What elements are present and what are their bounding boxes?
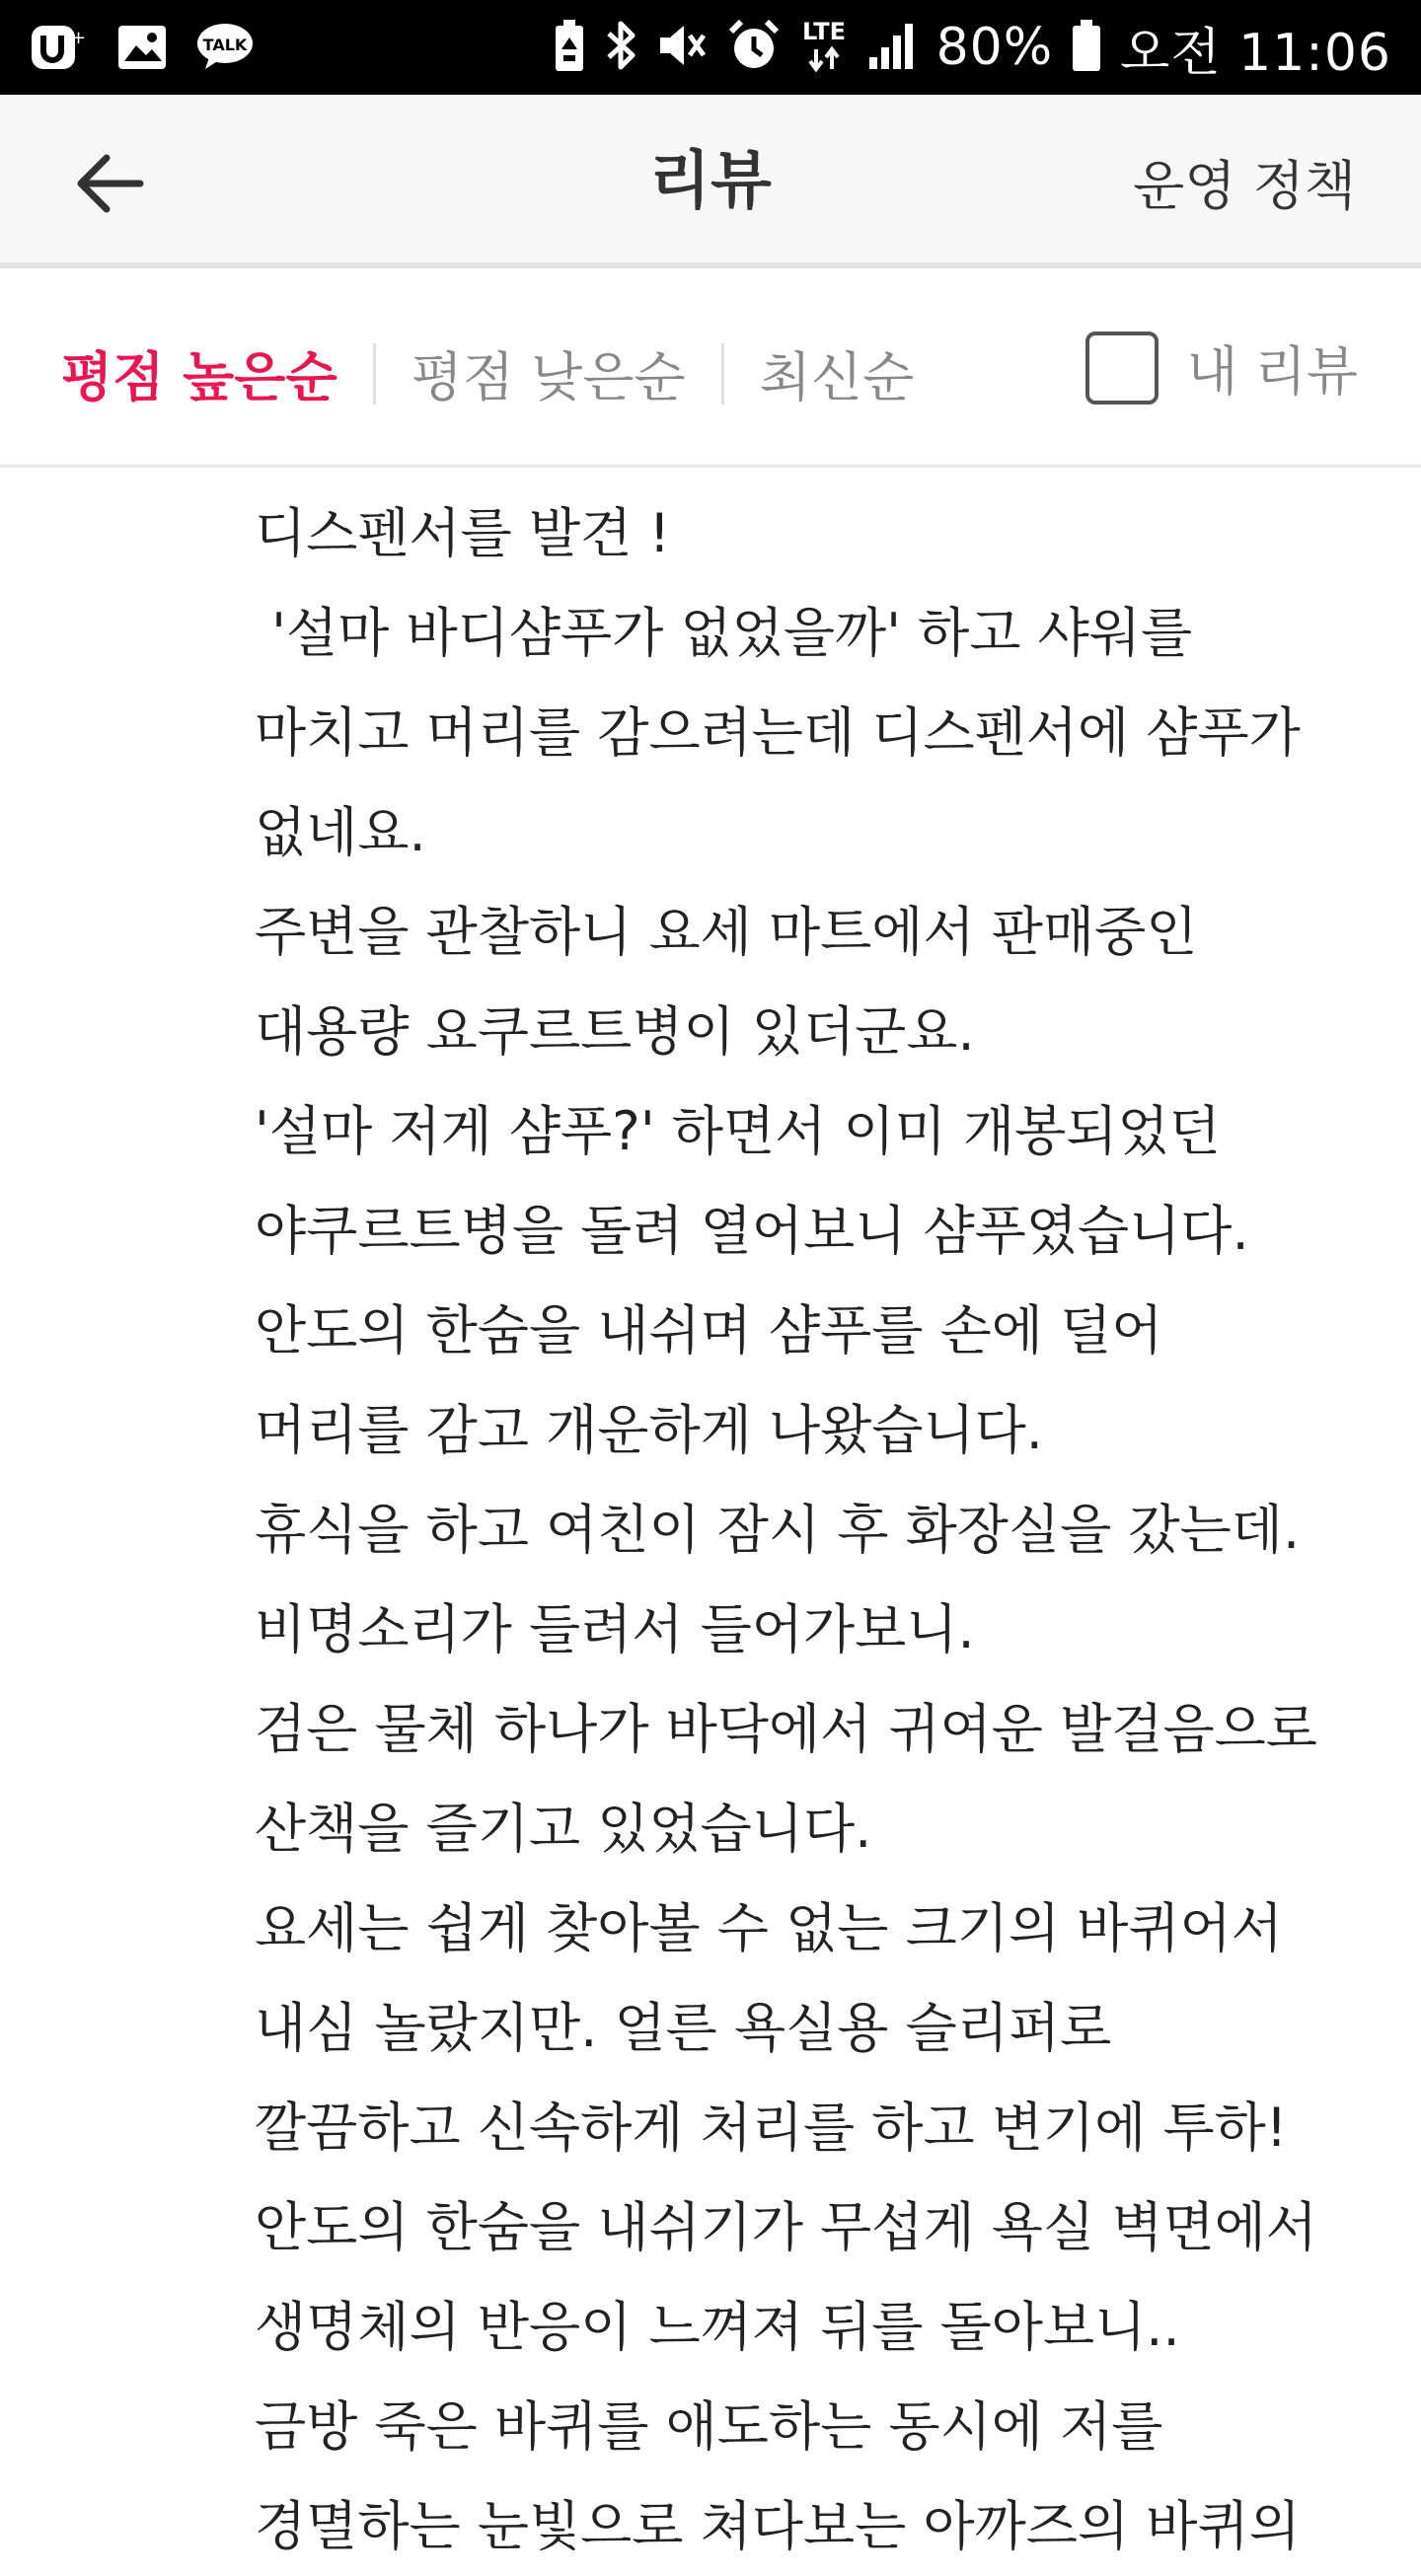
review-line: 산책을 즐기고 있었습니다.: [255, 1798, 872, 1860]
divider: [721, 343, 724, 405]
battery-saver-icon: [552, 18, 587, 77]
review-line: 야쿠르트병을 돌려 열어보니 샴푸였습니다.: [255, 1200, 1249, 1262]
review-line: 경멸하는 눈빛으로 쳐다보는 아까즈의 바퀴의: [255, 2495, 1301, 2557]
review-line: 비명소리가 들려서 들어가보니.: [255, 1598, 975, 1660]
sort-tab-latest[interactable]: 최신순: [759, 346, 915, 408]
review-line: 요세는 쉽게 찾아볼 수 없는 크기의 바퀴어서: [255, 1897, 1283, 1959]
review-line: '설마 바디샴푸가 없었을까' 하고 샤워를: [255, 602, 1193, 664]
app-header: [0, 95, 1421, 268]
review-line: 주변을 관찰하니 요세 마트에서 판매중인: [255, 901, 1198, 963]
review-line: 디스펜서를 발견 !: [255, 502, 671, 564]
my-review-label: 내 리뷰: [1186, 340, 1358, 403]
gallery-icon: [116, 24, 168, 75]
clock: 오전 11:06: [1120, 23, 1391, 83]
review-line: 내심 놀랐지만. 얼른 욕실용 슬리퍼로: [255, 1997, 1112, 2059]
sort-tabs: [61, 335, 914, 411]
operation-policy-link[interactable]: 운영 정책: [1133, 155, 1356, 217]
review-line: 금방 죽은 바퀴를 애도하는 동시에 저를: [255, 2395, 1163, 2458]
review-line: 없네요.: [255, 801, 426, 863]
page-title: 리뷰: [649, 145, 772, 218]
kakaotalk-icon: [195, 22, 255, 77]
my-review-filter[interactable]: [1085, 330, 1358, 405]
bluetooth-icon: [605, 18, 638, 77]
uplus-icon: [30, 22, 89, 77]
review-line: 깔끔하고 신속하게 처리를 하고 변기에 투하!: [255, 2097, 1288, 2159]
review-line: 안도의 한숨을 내쉬며 샴푸를 손에 덜어: [255, 1299, 1163, 1362]
sort-tab-rating-low[interactable]: 평점 낮은순: [411, 346, 686, 408]
review-line: '설마 저게 샴푸?' 하면서 이미 개봉되었던: [255, 1100, 1221, 1162]
vibrate-icon: [656, 18, 710, 77]
svg-text:TALK: TALK: [202, 36, 248, 54]
battery-percent: 80%: [935, 18, 1054, 77]
review-text: [255, 483, 1380, 2576]
sort-tab-rating-high[interactable]: 평점 높은순: [61, 346, 337, 408]
status-left-icons: [30, 22, 255, 77]
review-line: 안도의 한숨을 내쉬기가 무섭게 욕실 벽면에서: [255, 2196, 1317, 2258]
my-review-checkbox[interactable]: [1085, 331, 1159, 405]
review-line: 검은 물체 하나가 바닥에서 귀여운 발걸음으로: [255, 1698, 1317, 1760]
review-line: 생명체의 반응이 느껴져 뒤를 돌아보니..: [255, 2296, 1180, 2358]
divider: [373, 343, 376, 405]
signal-icon: [867, 20, 919, 75]
battery-icon: [1071, 18, 1102, 77]
status-right-icons: [552, 14, 1391, 81]
svg-text:LTE: LTE: [801, 18, 846, 45]
review-line: 휴식을 하고 여친이 잠시 후 화장실을 갔는데.: [255, 1499, 1301, 1561]
sort-bar: [0, 274, 1421, 468]
svg-text:+: +: [71, 28, 87, 48]
review-line: 머리를 감고 개운하게 나왔습니다.: [255, 1399, 1043, 1461]
review-line: 대용량 요쿠르트병이 있더군요.: [255, 1000, 975, 1063]
review-line: 마치고 머리를 감으려는데 디스펜서에 샴푸가: [255, 701, 1301, 764]
alarm-icon: [727, 18, 781, 77]
lte-icon: [798, 16, 850, 79]
status-bar: [0, 0, 1421, 95]
